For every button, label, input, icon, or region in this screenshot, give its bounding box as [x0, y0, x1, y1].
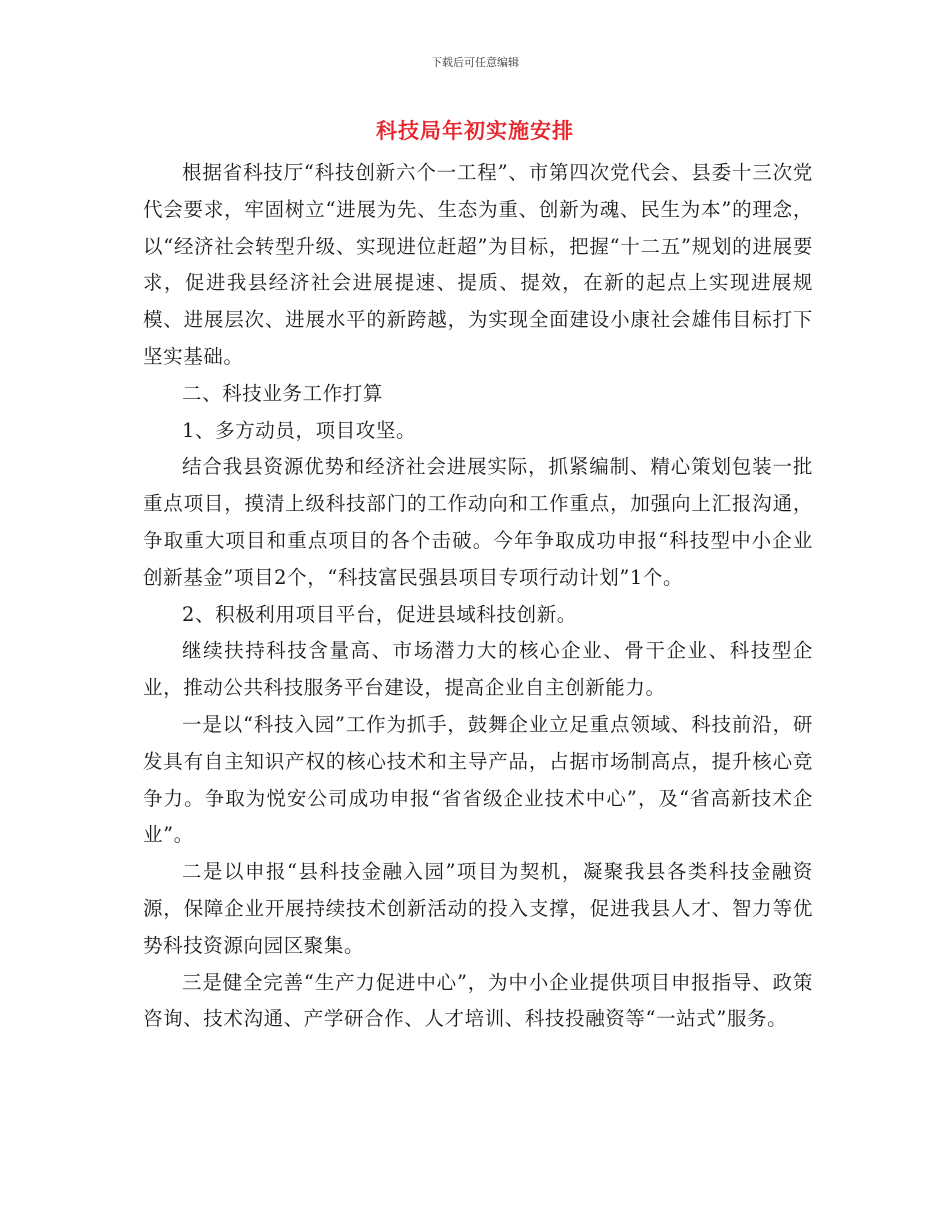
document-body — [143, 155, 813, 1038]
subheading-1: 1、多方动员，项目攻坚。 — [182, 418, 417, 442]
section-heading: 二、科技业务工作打算 — [182, 381, 384, 405]
paragraph-2: 继续扶持科技含量高、市场潜力大的核心企业、骨干企业、科技型企业，推动公共科技服务平台建设，提高企业自主创新能力。 — [143, 639, 813, 700]
document-title: 科技局年初实施安排 — [376, 119, 574, 143]
paragraph-5: 三是健全完善“生产力促进中心”，为中小企业提供项目申报指导、政策咨询、技术沟通、产学研合作、人才培训、科技投融资等“一站式”服务。 — [143, 970, 813, 1031]
header-note: 下载后可任意编辑 — [431, 56, 519, 69]
subheading-2: 2、积极利用项目平台，促进县域科技创新。 — [182, 602, 577, 626]
paragraph-3: 一是以“科技入园”工作为抓手，鼓舞企业立足重点领域、科技前沿，研发具有自主知识产权的核心技术和主导产品，占据市场制高点，提升核心竞争力。争取为悦安公司成功申报“省省级企业技术中心”，及“省高新技术企业”。 — [143, 712, 813, 847]
paragraph-1: 结合我县资源优势和经济社会进展实际，抓紧编制、精心策划包装一批重点项目，摸清上级科技部门的工作动向和工作重点，加强向上汇报沟通，争取重大项目和重点项目的各个击破。今年争取成功申报“科技型中小企业创新基金”项目2个，“科技富民强县项目专项行动计划”1个。 — [143, 455, 813, 589]
paragraph-4: 二是以申报“县科技金融入园”项目为契机，凝聚我县各类科技金融资源，保障企业开展持续技术创新活动的投入支撑，促进我县人才、智力等优势科技资源向园区聚集。 — [143, 860, 813, 957]
paragraph-intro: 根据省科技厅“科技创新六个一工程”、市第四次党代会、县委十三次党代会要求，牢固树立“进展为先、生态为重、创新为魂、民生为本”的理念，以“经济社会转型升级、实现进位赶超”为目标，把握“十二五”规划的进展要求，促进我县经济社会进展提速、提质、提效，在新的起点上实现进展规模、进展层次、进展水平的新跨越，为实现全面建设小康社会雄伟目标打下坚实基础。 — [143, 161, 813, 368]
